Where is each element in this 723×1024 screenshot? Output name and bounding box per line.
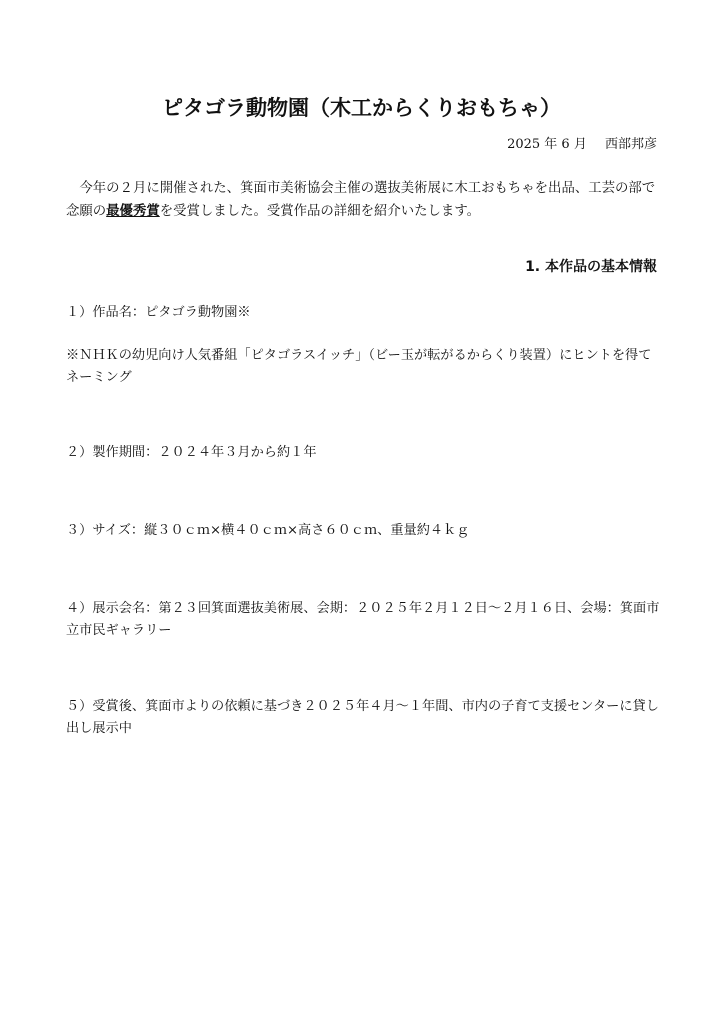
author-name: 西部邦彦	[604, 137, 657, 152]
item-label: ４）展示会名：	[66, 601, 159, 616]
document-title: ピタゴラ動物園（木工からくりおもちゃ）	[162, 96, 561, 120]
document-date: 2025 年 6 月	[507, 137, 587, 152]
item-label: ５）	[66, 699, 93, 714]
info-item-work-name	[66, 302, 660, 324]
item-value: 縦３０ｃｍ×横４０ｃｍ×高さ６０ｃｍ、重量約４ｋｇ	[144, 523, 470, 538]
item-label: １）作品名：	[66, 305, 146, 320]
item-value: 第２３回箕面選抜美術展、会期：２０２５年２月１２日～２月１６日、会場：箕面市立市民ギャラリー	[66, 601, 660, 638]
intro-text-after: を受賞しました。受賞作品の詳細を紹介いたします。	[159, 204, 481, 219]
item-label: ２）製作期間：	[66, 445, 159, 460]
award-name: 最優秀賞	[106, 203, 160, 219]
info-item-after-award	[66, 696, 660, 740]
intro-text-before: 今年の２月に開催された、箕面市美術協会主催の選抜美術展に木工おもちゃを出品、工芸の部で念願の	[66, 181, 656, 219]
item-value: 受賞後、箕面市よりの依頼に基づき２０２５年４月～１年間、市内の子育て支援センターに貸し出し展示中	[66, 699, 659, 736]
item-value: ２０２４年３月から約１年	[158, 445, 317, 460]
item-value: ピタゴラ動物園※	[145, 305, 251, 320]
section-heading: 1. 本作品の基本情報	[525, 259, 657, 275]
info-item-size	[66, 520, 660, 542]
item-label: ３）サイズ：	[66, 523, 145, 538]
intro-paragraph	[66, 178, 660, 223]
info-item-production-period	[66, 442, 660, 464]
naming-note: ※ＮＨＫの幼児向け人気番組「ピタゴラスイッチ」（ビー玉が転がるからくり装置）にヒントを得てネーミング	[66, 348, 652, 385]
date-author-line	[507, 133, 657, 152]
info-item-exhibition	[66, 598, 660, 642]
